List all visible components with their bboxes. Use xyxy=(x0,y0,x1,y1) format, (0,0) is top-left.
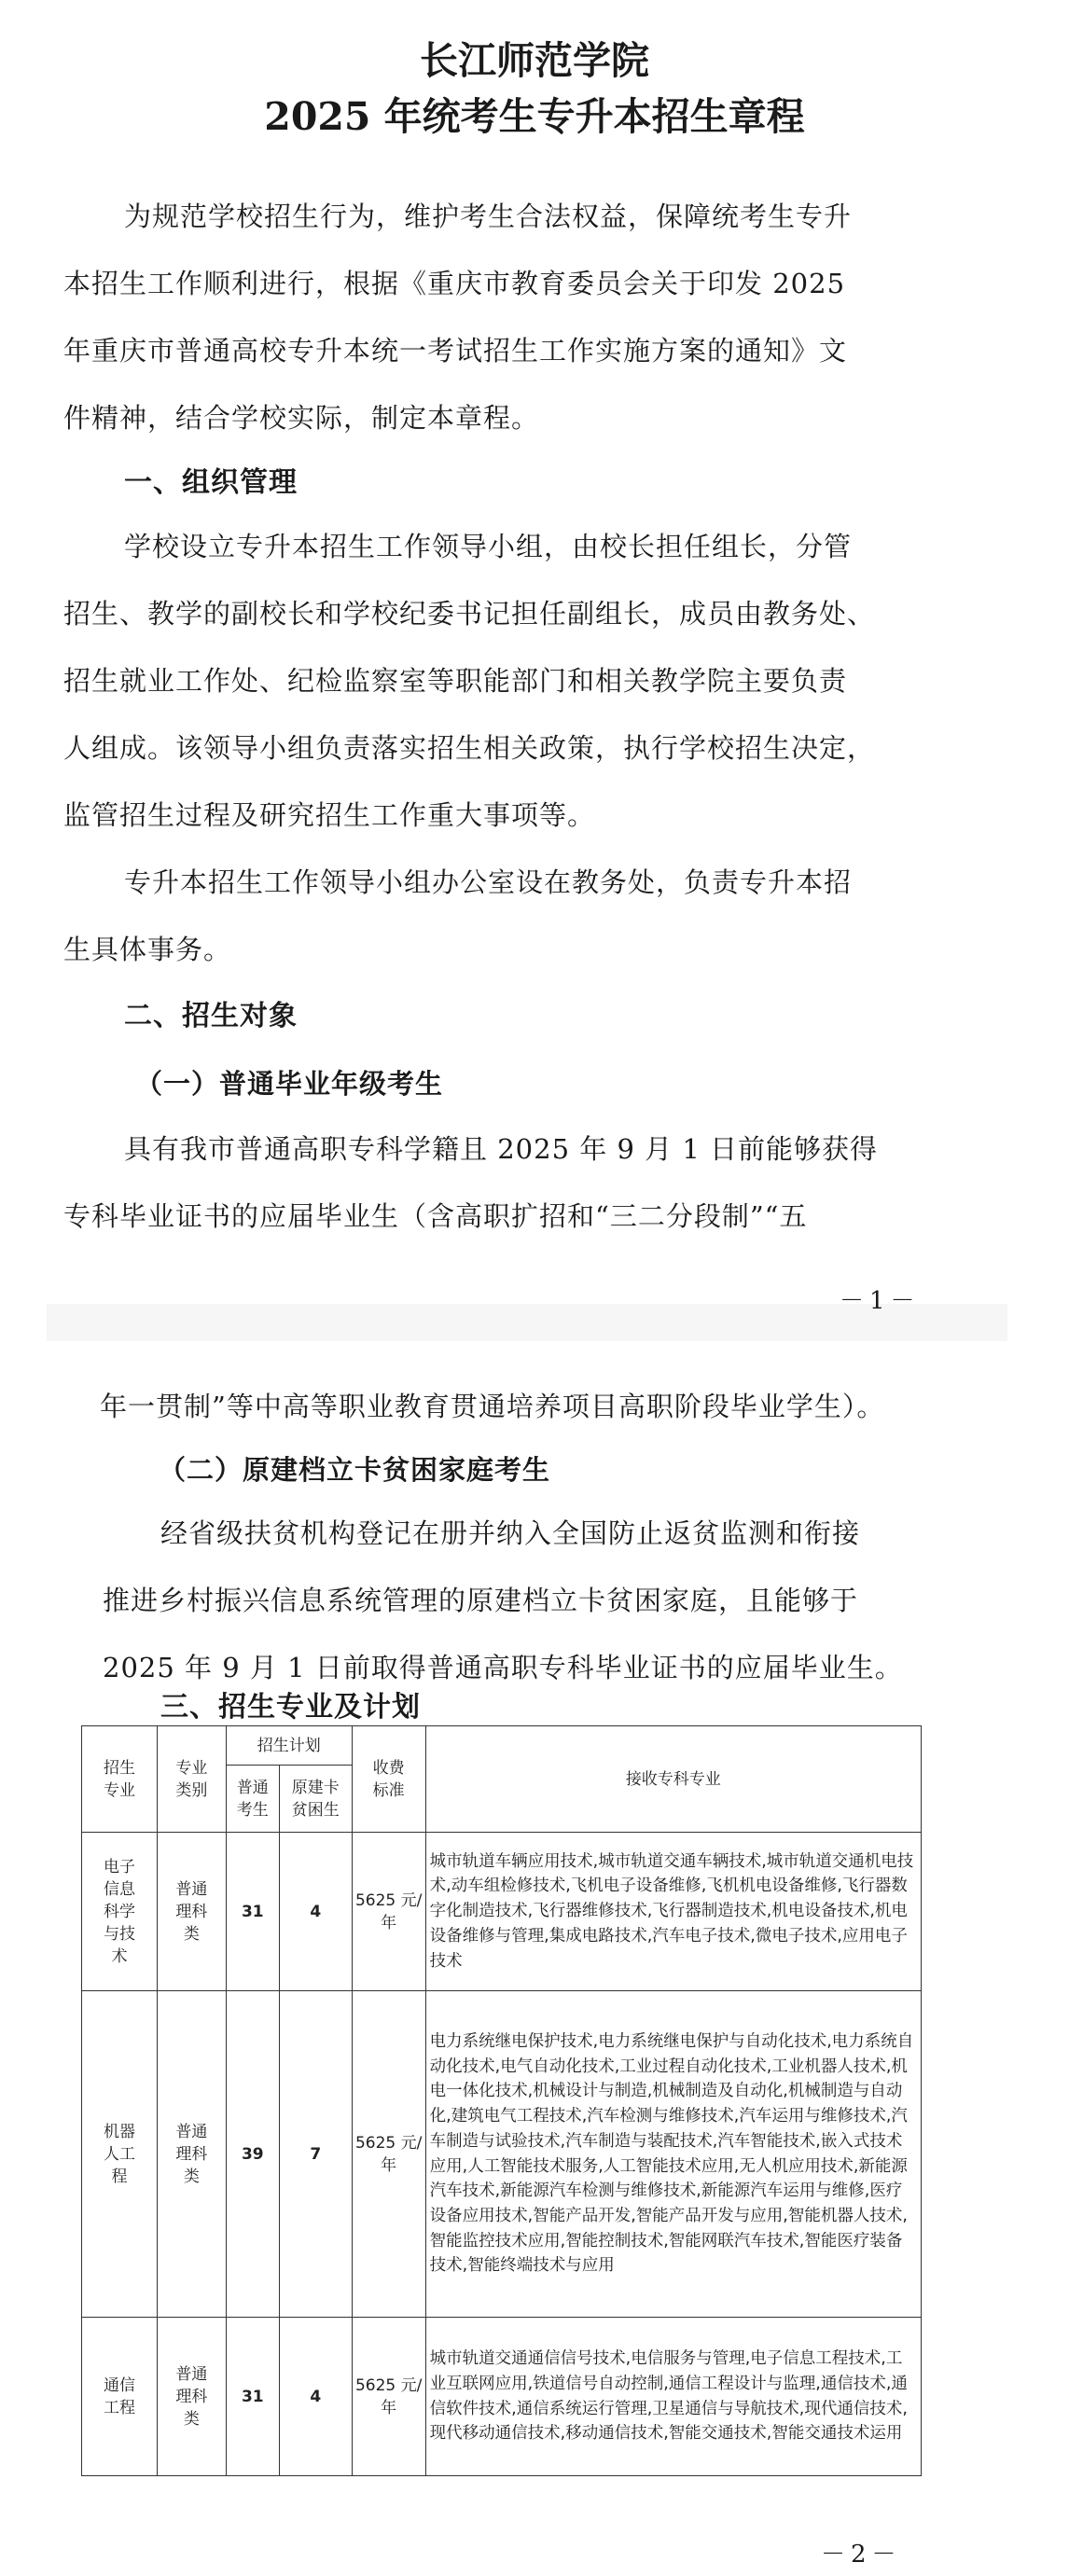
header-major: 招生 专业 xyxy=(82,1726,158,1833)
subheading-regular-graduates: （一）普通毕业年级考生 xyxy=(135,1068,444,1100)
section-heading-majors-plan: 三、招生专业及计划 xyxy=(160,1691,421,1724)
section1-para1-line-1: 学校设立专升本招生工作领导小组，由校长担任组长，分管 xyxy=(124,531,853,562)
header-poverty: 原建卡 贫困生 xyxy=(279,1766,352,1833)
header-accepted-majors: 接收专科专业 xyxy=(425,1726,921,1833)
regular-count-cell: 39 xyxy=(226,1991,279,2318)
page-number-2: －2－ xyxy=(821,2541,902,2569)
header-fee: 收费 标准 xyxy=(352,1726,425,1833)
accepted-majors-cell: 电力系统继电保护技术,电力系统继电保护与自动化技术,电力系统自动化技术,电气自动化技术,工业过程自动化技术,工业机器人技术,机电一体化技术,机械设计与制造,机械制造及自动化,机械制造与自动化,建筑电气工程技术,汽车检测与维修技术,汽车运用与维修技术,汽车制造与试验技术,汽车制造与装配技术,汽车智能技术,嵌入式技术应用,人工智能技术服务,人工智能技术应用,无人机应用技术,新能源汽车技术,新能源汽车检测与维修技术,新能源汽车运用与维修,医疗设备应用技术,智能产品开发,智能产品开发与应用,智能机器人技术,智能监控技术应用,智能控制技术,智能网联汽车技术,智能医疗装备技术,智能终端技术与应用 xyxy=(425,1991,921,2318)
accepted-majors-cell: 城市轨道交通通信信号技术,电信服务与管理,电子信息工程技术,工业互联网应用,铁道信号自动控制,通信工程设计与监理,通信技术,通信软件技术,通信系统运行管理,卫星通信与导航技术,现代通信技术,现代移动通信技术,移动通信技术,智能交通技术,智能交通技术运用 xyxy=(425,2318,921,2476)
table-row xyxy=(82,1991,922,2318)
fee-cell: 5625 元/ 年 xyxy=(352,1833,425,1991)
page-number-1: －1－ xyxy=(840,1287,921,1315)
document-title-school: 长江师范学院 xyxy=(420,38,649,83)
intro-line-4: 件精神，结合学校实际，制定本章程。 xyxy=(63,402,540,434)
major-cell: 电子 信息 科学 与技 术 xyxy=(82,1833,158,1991)
regular-count-cell: 31 xyxy=(226,2318,279,2476)
sub2-line-1: 经省级扶贫机构登记在册并纳入全国防止返贫监测和衔接 xyxy=(160,1517,861,1549)
header-regular: 普通 考生 xyxy=(226,1766,279,1833)
section1-para2-line-1: 专升本招生工作领导小组办公室设在教务处，负责专升本招 xyxy=(124,866,853,898)
table-row xyxy=(82,1833,922,1991)
fee-cell: 5625 元/ 年 xyxy=(352,2318,425,2476)
accepted-majors-cell: 城市轨道车辆应用技术,城市轨道交通车辆技术,城市轨道交通机电技术,动车组检修技术,飞机电子设备维修,飞机机电设备维修,飞行器数字化制造技术,飞行器维修技术,飞行器制造技术,机电设备技术,机电设备维修与管理,集成电路技术,汽车电子技术,微电子技术,应用电子技术 xyxy=(425,1833,921,1991)
sub2-line-3: 2025 年 9 月 1 日前取得普通高职专科毕业证书的应届毕业生。 xyxy=(103,1652,903,1683)
intro-line-3: 年重庆市普通高校专升本统一考试招生工作实施方案的通知》文 xyxy=(63,335,848,367)
header-plan-group: 招生计划 xyxy=(226,1726,352,1766)
poverty-count-cell: 4 xyxy=(279,1833,352,1991)
section-heading-organization: 一、组织管理 xyxy=(124,466,298,499)
document-title: 2025 年统考生专升本招生章程 xyxy=(264,94,805,139)
section1-para1-line-4: 人组成。该领导小组负责落实招生相关政策，执行学校招生决定， xyxy=(63,732,876,764)
header-category: 专业 类别 xyxy=(157,1726,226,1833)
section1-para2-line-2: 生具体事务。 xyxy=(63,934,232,965)
table-row xyxy=(82,2318,922,2476)
subheading-poverty-families: （二）原建档立卡贫困家庭考生 xyxy=(159,1454,551,1486)
intro-line-1: 为规范学校招生行为，维护考生合法权益，保障统考生专升 xyxy=(124,201,853,232)
enrollment-plan-table xyxy=(81,1725,922,2476)
section1-para1-line-3: 招生就业工作处、纪检监察室等职能部门和相关教学院主要负责 xyxy=(63,665,848,697)
major-cell: 通信 工程 xyxy=(82,2318,158,2476)
section1-para1-line-5: 监管招生过程及研究招生工作重大事项等。 xyxy=(63,799,596,831)
regular-count-cell: 31 xyxy=(226,1833,279,1991)
sub1-continued-line: 年一贯制”等中高等职业教育贯通培养项目高职阶段毕业学生）。 xyxy=(100,1391,885,1422)
poverty-count-cell: 7 xyxy=(279,1991,352,2318)
category-cell: 普通 理科 类 xyxy=(157,1991,226,2318)
section-heading-applicants: 二、招生对象 xyxy=(124,1000,298,1032)
category-cell: 普通 理科 类 xyxy=(157,2318,226,2476)
sub2-line-2: 推进乡村振兴信息系统管理的原建档立卡贫困家庭，且能够于 xyxy=(103,1585,859,1616)
poverty-count-cell: 4 xyxy=(279,2318,352,2476)
sub1-line-2: 专科毕业证书的应届毕业生（含高职扩招和“三二分段制”“五 xyxy=(63,1200,808,1232)
intro-line-2: 本招生工作顺利进行，根据《重庆市教育委员会关于印发 2025 xyxy=(63,268,846,299)
category-cell: 普通 理科 类 xyxy=(157,1833,226,1991)
section1-para1-line-2: 招生、教学的副校长和学校纪委书记担任副组长，成员由教务处、 xyxy=(63,598,876,630)
major-cell: 机器 人工 程 xyxy=(82,1991,158,2318)
sub1-line-1: 具有我市普通高职专科学籍且 2025 年 9 月 1 日前能够获得 xyxy=(124,1133,879,1165)
fee-cell: 5625 元/ 年 xyxy=(352,1991,425,2318)
